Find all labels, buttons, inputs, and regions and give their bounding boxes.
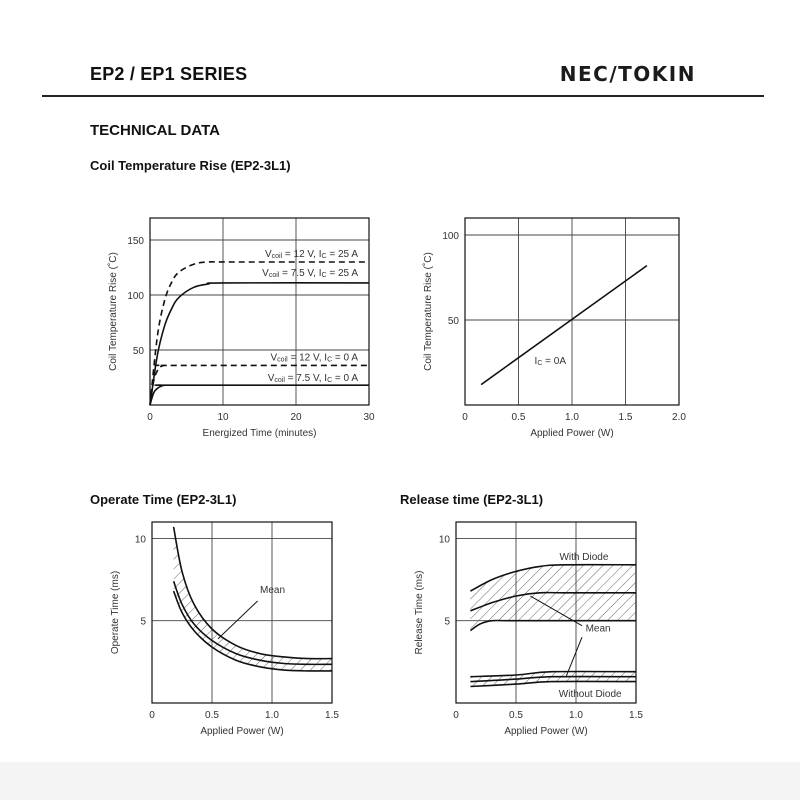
x-tick-label: 10 bbox=[217, 412, 229, 423]
series-label: Vcoil = 12 V, IC = 0 A bbox=[270, 352, 358, 364]
spread-band bbox=[174, 527, 332, 671]
y-axis-label: Release Time (ms) bbox=[414, 570, 425, 655]
x-axis-label: Applied Power (W) bbox=[530, 428, 614, 439]
y-tick-label: 10 bbox=[438, 534, 450, 546]
x-tick-label: 0 bbox=[149, 710, 155, 721]
y-tick-label: 5 bbox=[140, 616, 146, 628]
x-tick-label: 1.5 bbox=[629, 710, 643, 721]
section-title: TECHNICAL DATA bbox=[90, 122, 220, 139]
series-line bbox=[470, 620, 636, 630]
spread-band bbox=[470, 671, 636, 686]
x-tick-label: 0 bbox=[453, 710, 459, 721]
x-tick-label: 1.0 bbox=[265, 710, 279, 721]
mean-leader bbox=[218, 601, 258, 639]
series-label: Vcoil = 12 V, IC = 25 A bbox=[264, 249, 358, 260]
y-tick-label: 50 bbox=[132, 346, 144, 357]
y-tick-label: 100 bbox=[127, 291, 144, 302]
x-tick-label: 0 bbox=[462, 412, 468, 423]
chart-coil-vs-power bbox=[422, 218, 686, 439]
x-tick-label: 1.0 bbox=[569, 710, 583, 721]
x-tick-label: 1.5 bbox=[325, 710, 339, 721]
y-axis-label: Coil Temperature Rise (˚C) bbox=[108, 252, 119, 371]
annotation-without-diode: Without Diode bbox=[558, 689, 622, 701]
annotation-with-diode: With Diode bbox=[559, 551, 609, 563]
y-axis-label: Coil Temperature Rise (˚C) bbox=[423, 252, 434, 371]
plot-frame bbox=[152, 522, 332, 703]
x-tick-label: 1.0 bbox=[565, 412, 579, 423]
x-tick-label: 1.5 bbox=[618, 412, 633, 423]
x-tick-label: 0.5 bbox=[205, 710, 219, 721]
y-tick-label: 100 bbox=[442, 231, 459, 242]
x-tick-label: 0.5 bbox=[511, 412, 526, 423]
x-axis-label: Applied Power (W) bbox=[200, 726, 284, 737]
series-title: EP2 / EP1 SERIES bbox=[90, 64, 248, 84]
y-tick-label: 50 bbox=[447, 316, 459, 327]
y-tick-label: 10 bbox=[134, 534, 146, 546]
mean-leader-lower bbox=[566, 637, 582, 676]
release-time-subheading: Release time (EP2-3L1) bbox=[400, 492, 544, 507]
series-line bbox=[150, 385, 369, 405]
operate-time-subheading: Operate Time (EP2-3L1) bbox=[90, 492, 237, 507]
x-tick-label: 20 bbox=[290, 412, 302, 423]
series-line bbox=[150, 283, 369, 405]
x-axis-label: Applied Power (W) bbox=[504, 726, 588, 737]
y-axis-label: Operate Time (ms) bbox=[110, 570, 121, 655]
x-tick-label: 0.5 bbox=[509, 710, 523, 721]
chart-operate-time bbox=[110, 522, 339, 737]
coil-temperature-subheading: Coil Temperature Rise (EP2-3L1) bbox=[90, 158, 291, 173]
x-tick-label: 30 bbox=[363, 412, 375, 423]
annotation-mean: Mean bbox=[585, 623, 611, 635]
annotation-ic: IC = 0A bbox=[534, 356, 567, 368]
y-tick-label: 5 bbox=[444, 616, 450, 628]
series-label: Vcoil = 7.5 V, IC = 0 A bbox=[267, 373, 358, 385]
series-label: Vcoil = 7.5 V, IC = 25 A bbox=[262, 267, 358, 279]
series-line bbox=[174, 527, 332, 659]
chart-coil-vs-time bbox=[107, 218, 375, 439]
x-axis-label: Energized Time (minutes) bbox=[202, 428, 317, 439]
x-tick-label: 2.0 bbox=[672, 412, 686, 423]
y-tick-label: 150 bbox=[127, 236, 144, 247]
chart-release-time bbox=[414, 522, 643, 737]
x-tick-label: 0 bbox=[147, 412, 153, 423]
annotation-mean: Mean bbox=[260, 584, 286, 596]
footer-band bbox=[0, 762, 800, 800]
nec-tokin-logo: NEC/TOKIN bbox=[559, 62, 696, 86]
